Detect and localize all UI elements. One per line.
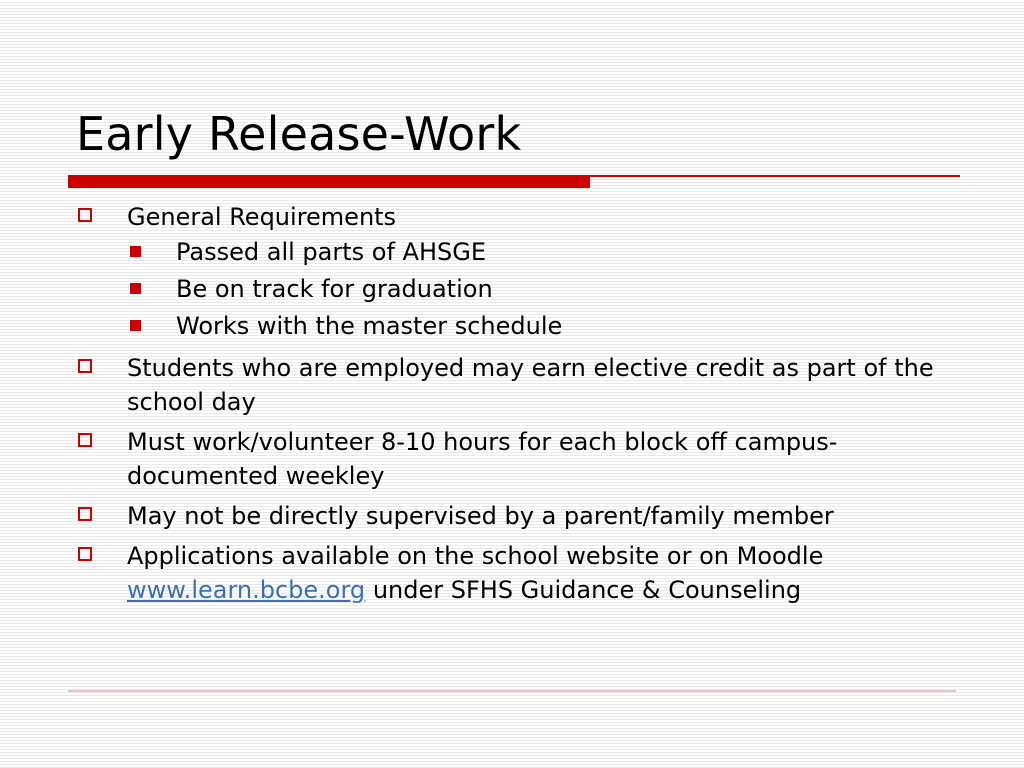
sub-bullet-text: Be on track for graduation <box>176 275 493 303</box>
bullet-text: May not be directly supervised by a parent/family member <box>127 502 834 530</box>
sub-bullet-ahsge <box>127 234 976 271</box>
sub-bullet-text: Passed all parts of AHSGE <box>176 238 486 266</box>
hollow-square-bullet-icon <box>78 433 92 447</box>
title-underline-thin <box>590 175 960 177</box>
sub-bullet-text: Works with the master schedule <box>176 312 563 340</box>
hollow-square-bullet-icon <box>78 208 92 222</box>
hollow-square-bullet-icon <box>78 359 92 373</box>
bullet-supervision <box>76 499 976 533</box>
bullet-text-after-link: under SFHS Guidance & Counseling <box>372 576 802 604</box>
bullet-text: General Requirements <box>127 203 397 231</box>
moodle-link[interactable]: www.learn.bcbe.org <box>127 576 366 604</box>
bullet-applications <box>76 539 976 607</box>
slide-title: Early Release-Work <box>76 107 522 161</box>
sub-bullet-master-schedule <box>127 308 976 345</box>
footer-divider <box>68 690 956 692</box>
bullet-general-requirements <box>76 200 976 345</box>
bullet-text: Applications available on the school website or on Moodle <box>127 542 824 570</box>
solid-square-bullet-icon <box>130 246 141 257</box>
solid-square-bullet-icon <box>130 283 141 294</box>
bullet-text: Students who are employed may earn elective credit as part of the school day <box>127 354 934 416</box>
title-underline-thick <box>68 175 590 188</box>
hollow-square-bullet-icon <box>78 507 92 521</box>
bullet-list <box>76 200 976 607</box>
solid-square-bullet-icon <box>130 320 141 331</box>
bullet-text: Must work/volunteer 8-10 hours for each block off campus-documented weekley <box>127 428 838 490</box>
bullet-hours-requirement <box>76 425 976 493</box>
hollow-square-bullet-icon <box>78 547 92 561</box>
sub-bullet-list <box>127 234 976 345</box>
bullet-elective-credit <box>76 351 976 419</box>
sub-bullet-graduation <box>127 271 976 308</box>
